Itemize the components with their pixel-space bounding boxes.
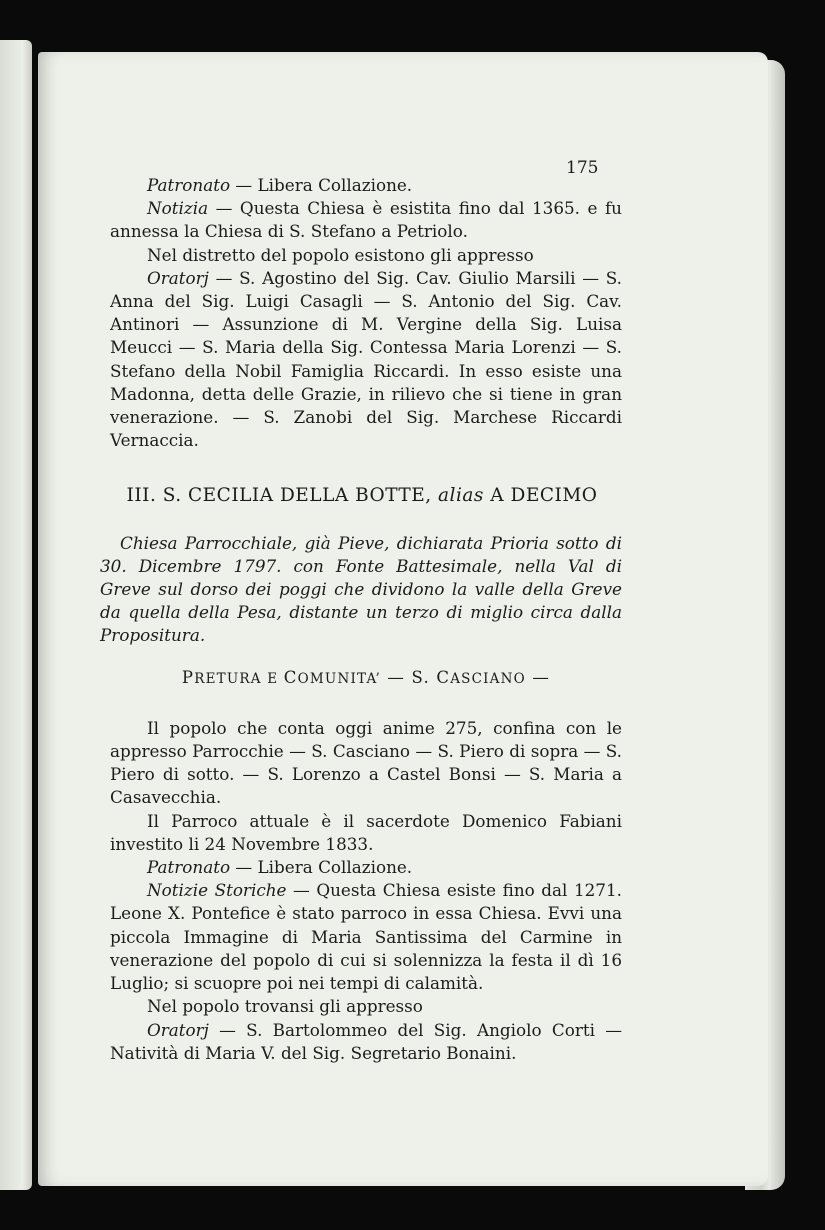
oratorj-paragraph-2 — [110, 1019, 622, 1065]
page-number: 175 — [566, 158, 599, 178]
notizia-text: — Questa Chiesa è esistita fino dal 1365. e fu annessa la Chiesa di S. Stefano a Petriolo. — [110, 198, 622, 242]
oratorj-label: Oratorj — [147, 267, 209, 288]
heading-place: A DECIMO — [483, 485, 598, 507]
heading-main: III. S. CECILIA DELLA BOTTE, — [126, 485, 439, 507]
church-description: Chiesa Parrocchiale, già Pieve, dichiarata Prioria sotto di 30. Dicembre 1797. con Fonte Battesimale, nella Val di Greve sul dorso dei poggi che dividono la valle della Greve da quella della Pesa, distante un terzo di miglio circa dalla Propositura. — [100, 532, 622, 646]
trovansi-paragraph: Nel popolo trovansi gli appresso — [147, 996, 423, 1017]
section-heading — [102, 484, 622, 507]
notizia-paragraph — [110, 197, 622, 243]
notizie-storiche-label: Notizie Storiche — [147, 880, 287, 901]
page-content — [100, 100, 622, 1065]
oratorj-text-2: — S. Bartolommeo del Sig. Angiolo Corti — Natività di Maria V. del Sig. Segretario Bonaini. — [110, 1019, 622, 1063]
oratorj-label-2: Oratorj — [147, 1019, 209, 1040]
notizia-label: Notizia — [147, 198, 209, 219]
oratorj-text: — S. Agostino del Sig. Cav. Giulio Marsili — S. Anna del Sig. Luigi Casagli — S. Antonio del Sig. Cav. Antinori — Assunzione di M. Vergine della Sig. Luisa Meucci — S. Maria della Sig. Contessa Maria Lorenzi — S. Stefano della Nobil Famiglia Riccardi. In esso esiste una Madonna, detta delle Grazie, in rilievo che si tiene in gran venerazione. — S. Zanobi del Sig. Marchese Riccardi Vernaccia. — [110, 267, 622, 451]
popolo-paragraph: Il popolo che conta oggi anime 275, confina con le appresso Parrocchie — S. Casciano — S. Piero di sopra — S. Piero di sotto. — S. Lorenzo a Castel Bonsi — S. Maria a Casavecchia. — [110, 717, 622, 808]
patronato-line-2 — [110, 856, 622, 879]
left-page-edge — [0, 40, 32, 1190]
patronato-text: — Libera Collazione. — [230, 175, 413, 195]
notizie-storiche-text: — Questa Chiesa esiste fino dal 1271. Leone X. Pontefice è stato parroco in essa Chiesa. Evvi una piccola Immagine di Maria Santissima del Carmine in venerazione del popolo di cui si solennizza la festa il dì 16 Luglio; si scuopre poi nei tempi di calamità. — [110, 880, 622, 994]
patronato-label: Patronato — [147, 175, 231, 195]
heading-alias: alias — [438, 485, 484, 507]
patronato-text-2: — Libera Collazione. — [230, 857, 413, 878]
parroco-paragraph: Il Parroco attuale è il sacerdote Domenico Fabiani investito li 24 Novembre 1833. — [110, 810, 622, 854]
patronato-line — [110, 174, 622, 197]
oratorj-paragraph — [110, 267, 622, 453]
pretura-subheading: PRETURA E COMUNITA’ — S. CASCIANO — — [181, 667, 551, 687]
notizie-storiche-paragraph — [110, 879, 622, 995]
patronato-label-2: Patronato — [147, 857, 231, 878]
distretto-paragraph: Nel distretto del popolo esistono gli appresso — [147, 244, 534, 265]
